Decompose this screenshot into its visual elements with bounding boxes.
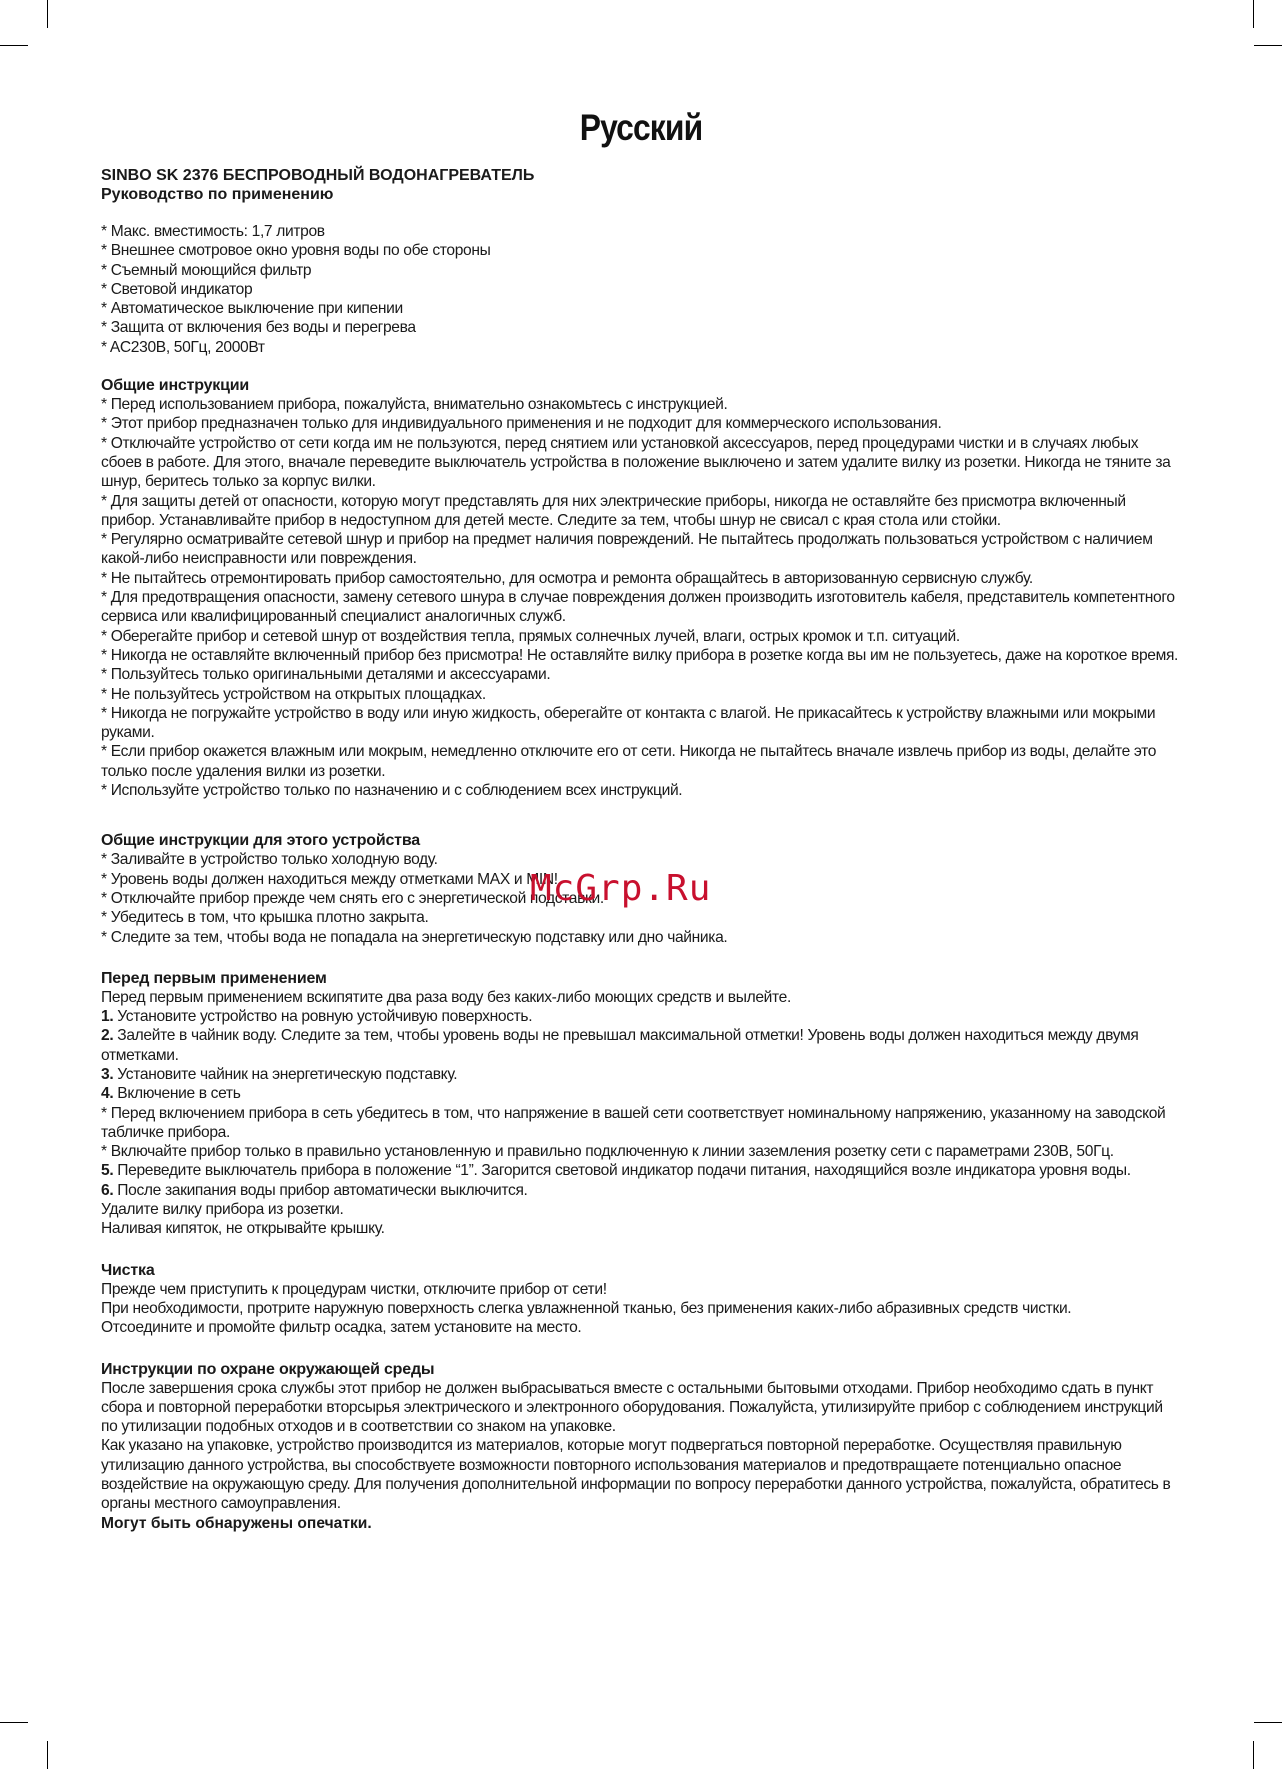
- section-title: Инструкции по охране окружающей среды: [101, 1360, 435, 1378]
- cleaning-item: Прежде чем приступить к процедурам чистки, отключите прибор от сети!: [101, 1280, 607, 1298]
- step-item: 3. Установите чайник на энергетическую подставку.: [101, 1065, 458, 1083]
- step-item: 2. Залейте в чайник воду. Следите за тем, чтобы уровень воды не превышал максимальной отметки! Уровень воды должен находиться между двумя отметками.: [101, 1027, 1139, 1064]
- feature-item: * Световой индикатор: [101, 280, 253, 298]
- instruction-item: * Убедитесь в том, что крышка плотно закрыта.: [101, 909, 429, 927]
- crop-mark: [0, 45, 28, 46]
- instruction-item: * Пользуйтесь только оригинальными деталями и аксессуарами.: [101, 666, 551, 684]
- crop-mark: [47, 0, 48, 28]
- tail-item: Наливая кипяток, не открывайте крышку.: [101, 1220, 385, 1238]
- instruction-item: * Для защиты детей от опасности, которую могут представлять для них электрические приборы, никогда не оставляйте без присмотра включенный прибор. Устанавливайте прибор в недоступном для детей месте. Следите за тем, чтобы шнур не свисал с края стола или стойки.: [101, 492, 1126, 529]
- feature-item: * Макс. вместимость: 1,7 литров: [101, 223, 325, 240]
- cleaning-item: Отсоедините и промойте фильтр осадка, затем установите на место.: [101, 1319, 582, 1337]
- section-title: Общие инструкции для этого устройства: [101, 832, 420, 850]
- instruction-item: * Этот прибор предназначен только для индивидуального применения и не подходит для коммерческого использования.: [101, 415, 942, 433]
- section-title: Перед первым применением: [101, 969, 327, 987]
- product-title: SINBO SK 2376 БЕСПРОВОДНЫЙ ВОДОНАГРЕВАТЕЛЬ: [101, 167, 535, 184]
- section-title: Общие инструкции: [101, 377, 250, 395]
- note-item: * Включайте прибор только в правильно установленную и правильно подключенную к линии заземления розетку сети с параметрами 230В, 50Гц.: [101, 1143, 1114, 1161]
- crop-mark: [1253, 0, 1254, 28]
- manual-page: [101, 108, 1181, 1533]
- cleaning-item: При необходимости, протрите наружную поверхность слегка увлажненной тканью, без применения каких-либо абразивных средств чистки.: [101, 1299, 1072, 1317]
- typo-disclaimer: Могут быть обнаружены опечатки.: [101, 1514, 372, 1532]
- instruction-item: * Оберегайте прибор и сетевой шнур от воздействия тепла, прямых солнечных лучей, влаги, острых кромок и т.п. ситуаций.: [101, 627, 960, 645]
- crop-mark: [1254, 1722, 1282, 1723]
- feature-item: * Защита от включения без воды и перегрева: [101, 319, 416, 337]
- step-item: 4. Включение в сеть: [101, 1085, 241, 1103]
- environment-item: Как указано на упаковке, устройство производится из материалов, которые могут подвергаться повторной переработке. Осуществляя правильную утилизацию данного устройства, вы способствуете возможности повторного использования материалов и предотвращаете потенциально опасное воздействие на окружающую среду. Для получения дополнительной информации по вопросу переработки данного устройства, пожалуйста, обратитесь в органы местного самоуправления.: [101, 1437, 1171, 1513]
- instruction-item: * Не пользуйтесь устройством на открытых площадках.: [101, 685, 486, 703]
- crop-mark: [1254, 45, 1282, 46]
- feature-list: [101, 222, 1181, 357]
- crop-mark: [0, 1722, 28, 1723]
- first-use-section: [101, 969, 1181, 1239]
- instruction-item: * Используйте устройство только по назначению и с соблюдением всех инструкций.: [101, 782, 683, 800]
- instruction-item: * Для предотвращения опасности, замену сетевого шнура в случае повреждения должен производить изготовитель кабеля, представитель компетентного сервиса или квалифицированный специалист аналогичных служб.: [101, 589, 1175, 626]
- manual-title: Руководство по применению: [101, 186, 334, 203]
- environment-section: [101, 1360, 1181, 1533]
- feature-item: * AC230В, 50Гц, 2000Вт: [101, 338, 265, 356]
- instruction-item: * Отключайте прибор прежде чем снять его с энергетической подставки.: [101, 889, 604, 907]
- step-item: 5. Переведите выключатель прибора в положение “1”. Загорится световой индикатор подачи питания, находящийся возле индикатора уровня воды.: [101, 1162, 1131, 1180]
- instruction-item: * Никогда не оставляйте включенный прибор без присмотра! Не оставляйте вилку прибора в розетке когда вы им не пользуетесь, даже на короткое время.: [101, 646, 1179, 664]
- language-heading: Русский: [579, 107, 703, 148]
- crop-mark: [1253, 1741, 1254, 1769]
- tail-item: Удалите вилку прибора из розетки.: [101, 1201, 344, 1219]
- watermark-text: McGrp.Ru: [530, 868, 712, 909]
- instruction-item: * Никогда не погружайте устройство в воду или иную жидкость, оберегайте от контакта с влагой. Не прикасайтесь к устройству влажными или мокрыми руками.: [101, 704, 1156, 742]
- instruction-item: * Заливайте в устройство только холодную воду.: [101, 851, 438, 869]
- note-item: * Перед включением прибора в сеть убедитесь в том, что напряжение в вашей сети соответствует номинальному напряжению, указанному на заводской табличке прибора.: [101, 1104, 1166, 1141]
- feature-item: * Съемный моющийся фильтр: [101, 261, 312, 279]
- step-item: 1. Установите устройство на ровную устойчивую поверхность.: [101, 1008, 533, 1026]
- instruction-item: * Уровень воды должен находиться между отметками MAX и MIN!: [101, 870, 558, 888]
- cleaning-section: [101, 1261, 1181, 1338]
- instruction-item: * Следите за тем, чтобы вода не попадала на энергетическую подставку или дно чайника.: [101, 928, 728, 946]
- instruction-item: * Отключайте устройство от сети когда им не пользуются, перед снятием или установкой аксессуаров, перед процедурами чистки и в случаях любых сбоев в работе. Для этого, вначале переведите выключатель устройства в положение выключено и затем удалите вилку из розетки. Никогда не тяните за шнур, беритесь только за корпус вилки.: [101, 434, 1171, 491]
- environment-item: После завершения срока службы этот прибор не должен выбрасываться вместе с остальными бытовыми отходами. Прибор необходимо сдать в пункт сбора и повторной переработки вторсырья электрического и электронного оборудования. Пожалуйста, утилизируйте прибор с соблюдением инструкций по утилизации подобных отходов и в соответствии со знаком на упаковке.: [101, 1379, 1163, 1436]
- feature-item: * Внешнее смотровое окно уровня воды по обе стороны: [101, 242, 491, 260]
- section-title: Чистка: [101, 1261, 155, 1279]
- first-use-intro: Перед первым применением вскипятите два раза воду без каких-либо моющих средств и вылейте.: [101, 988, 791, 1006]
- instruction-item: * Не пытайтесь отремонтировать прибор самостоятельно, для осмотра и ремонта обращайтесь в авторизованную сервисную службу.: [101, 569, 1033, 587]
- general-instructions-section: [101, 376, 1181, 800]
- step-item: 6. После закипания воды прибор автоматически выключится.: [101, 1181, 528, 1199]
- instruction-item: * Если прибор окажется влажным или мокрым, немедленно отключите его от сети. Никогда не пытайтесь вначале извлечь прибор из воды, делайте это только после удаления вилки из розетки.: [101, 743, 1157, 780]
- instruction-item: * Регулярно осматривайте сетевой шнур и прибор на предмет наличия повреждений. Не пытайтесь продолжать пользоваться устройством с наличием какой-либо неисправности или повреждения.: [101, 531, 1153, 568]
- feature-item: * Автоматическое выключение при кипении: [101, 300, 403, 318]
- instruction-item: * Перед использованием прибора, пожалуйста, внимательно ознакомьтесь с инструкцией.: [101, 396, 728, 414]
- crop-mark: [47, 1741, 48, 1769]
